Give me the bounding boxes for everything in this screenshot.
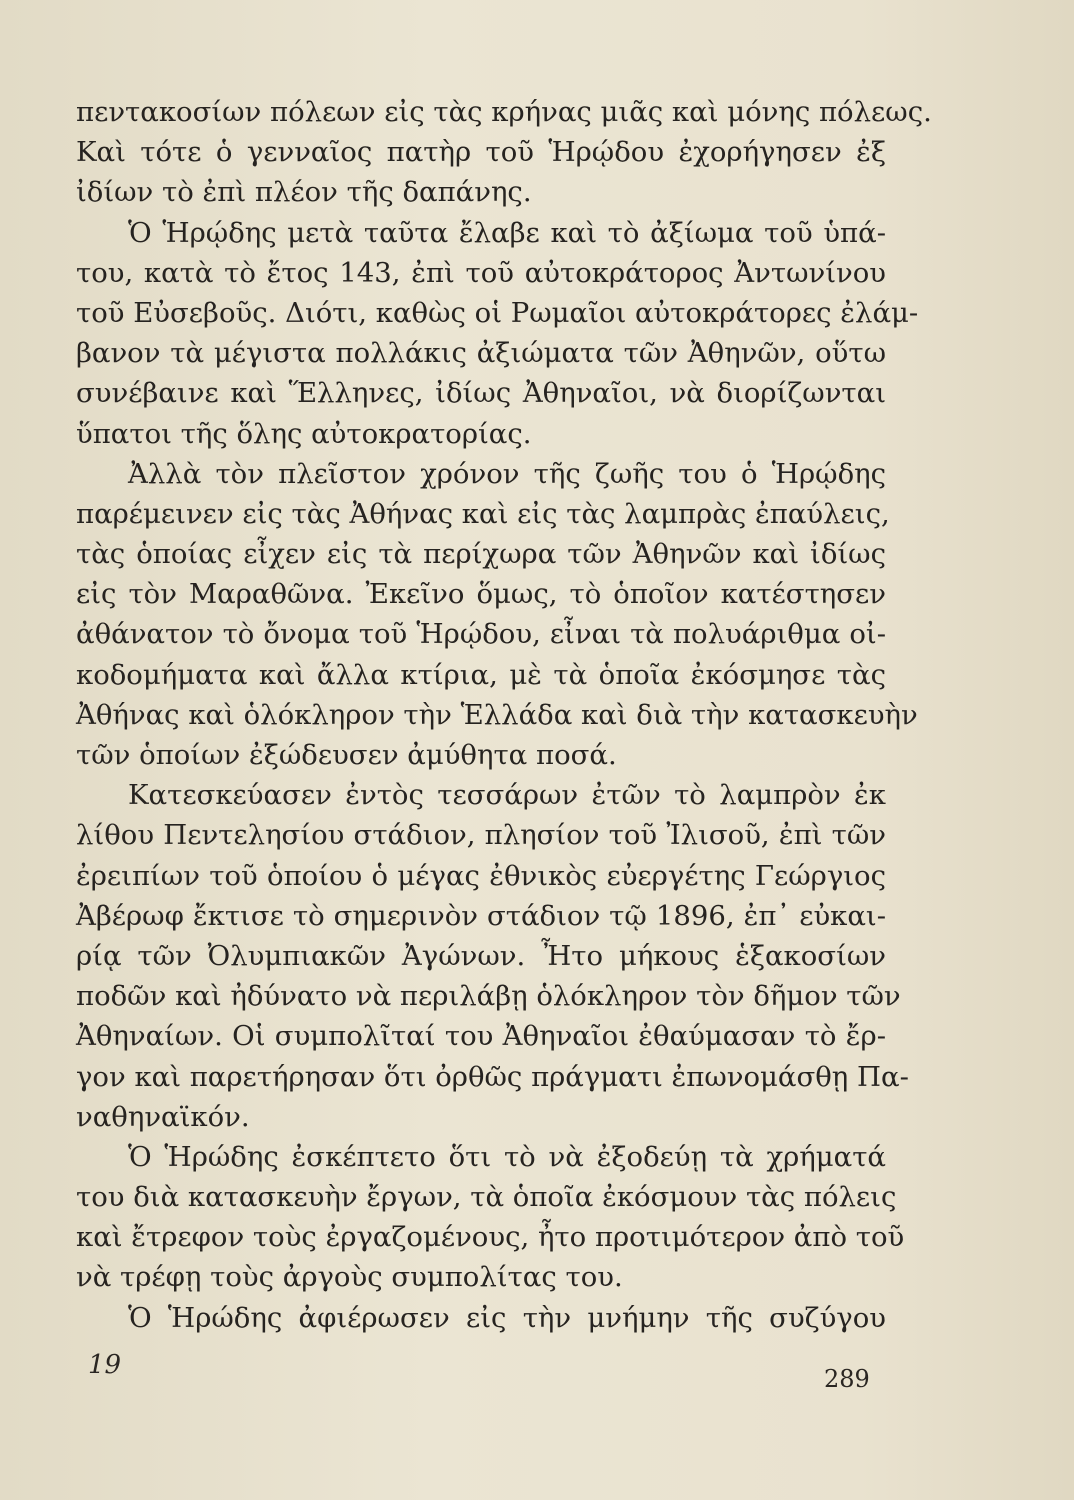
text-line: του, κατὰ τὸ ἔτος 143, ἐπὶ τοῦ αὐτοκράτορος Ἀντωνίνου [76, 256, 886, 289]
text-line: νὰ τρέφῃ τοὺς ἀργοὺς συμπολίτας του. [76, 1261, 623, 1294]
paragraph [76, 213, 919, 454]
text-line: τοῦ Εὐσεβοῦς. Διότι, καθὼς οἱ Ρωμαῖοι αὐτοκράτορες ἐλάμ- [76, 296, 919, 329]
text-line: βανον τὰ μέγιστα πολλάκις ἀξιώματα τῶν Ἀθηνῶν, οὕτω [76, 337, 886, 370]
text-line: ἀθάνατον τὸ ὄνομα τοῦ Ἡρῴδου, εἶναι τὰ πολυάριθμα οἰ- [76, 618, 886, 651]
text-line: ναθηναϊκόν. [76, 1100, 250, 1133]
text-line: Ἀθηναίων. Οἱ συμπολῖταί του Ἀθηναῖοι ἐθαύμασαν τὸ ἔρ- [76, 1020, 886, 1053]
page-number: 289 [824, 1365, 870, 1393]
text-line: Κατεσκεύασεν ἐντὸς τεσσάρων ἐτῶν τὸ λαμπρὸν ἐκ [128, 779, 886, 812]
body-text [76, 92, 932, 1338]
text-line: πεντακοσίων πόλεων εἰς τὰς κρήνας μιᾶς καὶ μόνης πόλεως. [76, 96, 932, 128]
text-line: Ἀθήνας καὶ ὁλόκληρον τὴν Ἑλλάδα καὶ διὰ τὴν κατασκευὴν [76, 698, 918, 731]
text-line: κοδομήματα καὶ ἄλλα κτίρια, μὲ τὰ ὁποῖα ἐκόσμησε τὰς [76, 658, 886, 691]
text-line: Ὁ Ἡρώδης ἀφιέρωσεν εἰς τὴν μνήμην τῆς συζύγου [128, 1301, 886, 1334]
text-line: Ἀλλὰ τὸν πλεῖστον χρόνον τῆς ζωῆς του ὁ Ἡρῴδης [128, 457, 886, 490]
text-line: συνέβαινε καὶ Ἕλληνες, ἰδίως Ἀθηναῖοι, νὰ διορίζωνται [76, 377, 886, 410]
text-line: λίθου Πεντελησίου στάδιον, πλησίον τοῦ Ἰλισοῦ, ἐπὶ τῶν [76, 819, 886, 852]
text-line: Ὁ Ἡρῴδης μετὰ ταῦτα ἔλαβε καὶ τὸ ἀξίωμα τοῦ ὑπά- [128, 216, 886, 249]
text-line: Καὶ τότε ὁ γενναῖος πατὴρ τοῦ Ἡρῴδου ἐχορήγησεν ἐξ [76, 136, 886, 169]
text-line: εἰς τὸν Μαραθῶνα. Ἐκεῖνο ὅμως, τὸ ὁποῖον κατέστησεν [76, 578, 886, 611]
text-line: τὰς ὁποίας εἶχεν εἰς τὰ περίχωρα τῶν Ἀθηνῶν καὶ ἰδίως [76, 538, 886, 571]
text-line: γον καὶ παρετήρησαν ὅτι ὀρθῶς πράγματι ἐπωνομάσθῃ Πα- [76, 1060, 909, 1093]
text-line: ἰδίων τὸ ἐπὶ πλέον τῆς δαπάνης. [76, 176, 532, 209]
text-line: του διὰ κατασκευὴν ἔργων, τὰ ὁποῖα ἐκόσμουν τὰς πόλεις [76, 1181, 897, 1214]
text-line: παρέμεινεν εἰς τὰς Ἀθήνας καὶ εἰς τὰς λαμπρὰς ἐπαύλεις, [76, 497, 890, 530]
paragraph [76, 1298, 886, 1338]
paragraph [76, 92, 932, 213]
text-line: Ἀβέρωφ ἔκτισε τὸ σημερινὸν στάδιον τῷ 1896, ἐπ᾽ εὐκαι- [76, 899, 886, 932]
paragraph [76, 454, 918, 776]
text-line: καὶ ἔτρεφον τοὺς ἐργαζομένους, ἦτο προτιμότερον ἀπὸ τοῦ [76, 1221, 905, 1254]
text-line: ποδῶν καὶ ἠδύνατο νὰ περιλάβῃ ὁλόκληρον τὸν δῆμον τῶν [76, 980, 901, 1013]
text-line: Ὁ Ἡρώδης ἐσκέπτετο ὅτι τὸ νὰ ἐξοδεύῃ τὰ χρήματά [128, 1140, 886, 1173]
paragraph [76, 1137, 905, 1298]
text-line: ἐρειπίων τοῦ ὁποίου ὁ μέγας ἐθνικὸς εὐεργέτης Γεώργιος [76, 859, 886, 892]
text-line: ρίᾳ τῶν Ὀλυμπιακῶν Ἀγώνων. Ἦτο μήκους ἑξακοσίων [76, 939, 886, 972]
text-line: τῶν ὁποίων ἐξώδευσεν ἀμύθητα ποσά. [76, 739, 617, 771]
text-line: ὕπατοι τῆς ὅλης αὐτοκρατορίας. [76, 417, 532, 450]
paragraph [76, 775, 909, 1137]
signature-mark: 19 [88, 1350, 122, 1380]
